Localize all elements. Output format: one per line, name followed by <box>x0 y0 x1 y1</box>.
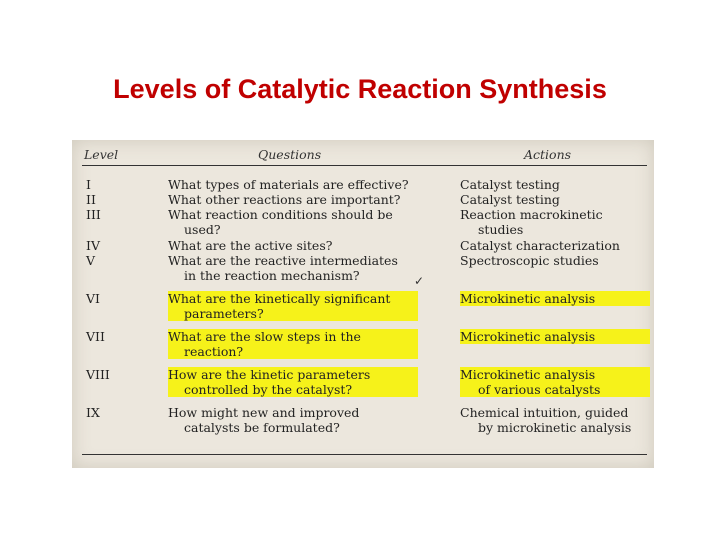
row-level: VI <box>86 291 100 306</box>
row-question <box>168 192 418 207</box>
action-line: by microkinetic analysis <box>478 420 632 435</box>
question-line: controlled by the catalyst? <box>168 382 418 397</box>
row-question <box>168 405 418 435</box>
header-rule <box>82 165 647 166</box>
row-question <box>168 238 418 253</box>
slide-title: Levels of Catalytic Reaction Synthesis <box>113 74 607 104</box>
row-action <box>460 177 650 192</box>
question-line: used? <box>184 222 221 237</box>
action-line: Reaction macrokinetic <box>460 207 603 222</box>
question-line: What are the active sites? <box>168 238 333 253</box>
question-line: What are the kinetically significant <box>168 291 418 306</box>
row-action <box>460 253 650 268</box>
question-line: What types of materials are effective? <box>168 177 409 192</box>
row-level: V <box>86 253 96 268</box>
row-question <box>168 207 418 237</box>
action-line: Spectroscopic studies <box>460 253 599 268</box>
row-action <box>460 207 650 237</box>
row-level: VIII <box>86 367 110 382</box>
header-questions: Questions <box>258 147 322 162</box>
action-line: studies <box>478 222 524 237</box>
header-actions: Actions <box>524 147 572 162</box>
row-question <box>168 329 418 359</box>
action-line: Catalyst testing <box>460 192 560 207</box>
question-line: What are the reactive intermediates <box>168 253 398 268</box>
row-action <box>460 291 650 306</box>
action-line: Catalyst characterization <box>460 238 620 253</box>
question-line: What other reactions are important? <box>168 192 401 207</box>
question-line: How are the kinetic parameters <box>168 367 418 382</box>
row-question <box>168 291 418 321</box>
question-line: reaction? <box>168 344 418 359</box>
row-action <box>460 405 650 435</box>
row-level: II <box>86 192 96 207</box>
question-line: catalysts be formulated? <box>184 420 340 435</box>
row-level: I <box>86 177 91 192</box>
row-level: VII <box>86 329 105 344</box>
bottom-rule <box>82 454 647 455</box>
question-line: in the reaction mechanism? <box>184 268 360 283</box>
header-level: Level <box>84 147 119 162</box>
row-action <box>460 367 650 397</box>
row-level: III <box>86 207 101 222</box>
action-line: Chemical intuition, guided <box>460 405 629 420</box>
action-line: Microkinetic analysis <box>460 367 650 382</box>
question-line: What are the slow steps in the <box>168 329 418 344</box>
question-line: What reaction conditions should be <box>168 207 393 222</box>
question-line: parameters? <box>168 306 418 321</box>
action-line: of various catalysts <box>460 382 650 397</box>
row-level: IV <box>86 238 100 253</box>
question-line: How might new and improved <box>168 405 360 420</box>
row-action <box>460 192 650 207</box>
action-line: Catalyst testing <box>460 177 560 192</box>
row-question <box>168 177 418 192</box>
scanned-table <box>72 140 654 468</box>
row-action <box>460 238 650 253</box>
row-level: IX <box>86 405 100 420</box>
row-question <box>168 367 418 397</box>
action-line: Microkinetic analysis <box>460 329 650 344</box>
row-question <box>168 253 418 283</box>
row-action <box>460 329 650 344</box>
check-mark-icon: ✓ <box>414 274 425 288</box>
action-line: Microkinetic analysis <box>460 291 650 306</box>
